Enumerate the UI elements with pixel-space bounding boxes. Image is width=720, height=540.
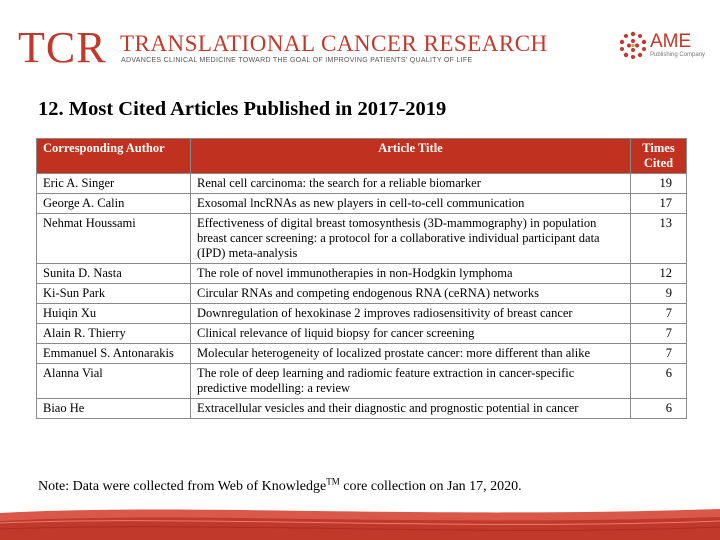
cell-title: Clinical relevance of liquid biopsy for cancer screening: [191, 324, 631, 344]
table-row: [37, 194, 687, 214]
cell-cited: 19: [631, 174, 687, 194]
cell-author: Nehmat Houssami: [37, 214, 191, 264]
table-row: [37, 324, 687, 344]
header-author: Corresponding Author: [37, 139, 191, 174]
header-title: Article Title: [191, 139, 631, 174]
table-row: [37, 174, 687, 194]
cell-author: Emmanuel S. Antonarakis: [37, 344, 191, 364]
note-text-end: core collection on Jan 17, 2020.: [339, 479, 522, 494]
table-header-row: [37, 139, 687, 174]
table-row: [37, 214, 687, 264]
header-cited: Times Cited: [631, 139, 687, 174]
journal-name: TRANSLATIONAL CANCER RESEARCH: [120, 31, 548, 56]
slide-title: 12. Most Cited Articles Published in 2017-2019: [38, 98, 447, 120]
cell-author: Ki-Sun Park: [37, 284, 191, 304]
cell-cited: 7: [631, 324, 687, 344]
cell-author: Sunita D. Nasta: [37, 264, 191, 284]
cell-cited: 13: [631, 214, 687, 264]
table-row: [37, 399, 687, 419]
table-row: [37, 364, 687, 399]
cell-title: The role of novel immunotherapies in non-Hodgkin lymphoma: [191, 264, 631, 284]
ame-logo: [618, 28, 708, 68]
journal-tagline: ADVANCES CLINICAL MEDICINE TOWARD THE GOAL OF IMPROVING PATIENTS' QUALITY OF LIFE: [121, 57, 473, 64]
citations-table: [36, 138, 687, 419]
cell-cited: 17: [631, 194, 687, 214]
cell-author: George A. Calin: [37, 194, 191, 214]
cell-title: Renal cell carcinoma: the search for a reliable biomarker: [191, 174, 631, 194]
publisher-name: AME: [650, 31, 692, 52]
cell-cited: 12: [631, 264, 687, 284]
cell-author: Alanna Vial: [37, 364, 191, 399]
cell-author: Eric A. Singer: [37, 174, 191, 194]
cell-title: Downregulation of hexokinase 2 improves radiosensitivity of breast cancer: [191, 304, 631, 324]
cell-cited: 6: [631, 399, 687, 419]
tcr-logo: TCR: [18, 23, 107, 72]
cell-cited: 7: [631, 344, 687, 364]
table-row: [37, 284, 687, 304]
cell-title: The role of deep learning and radiomic feature extraction in cancer-specific predictive modelling: a review: [191, 364, 631, 399]
cell-title: Molecular heterogeneity of localized prostate cancer: more different than alike: [191, 344, 631, 364]
cell-title: Circular RNAs and competing endogenous RNA (ceRNA) networks: [191, 284, 631, 304]
cell-cited: 9: [631, 284, 687, 304]
cell-author: Alain R. Thierry: [37, 324, 191, 344]
note-text: Note: Data were collected from Web of Knowledge: [38, 479, 327, 494]
ame-dots-icon: [618, 30, 648, 60]
table-row: [37, 264, 687, 284]
publisher-sub: Publishing Company: [650, 52, 706, 58]
trademark-sup: TM: [326, 476, 340, 487]
table-row: [37, 344, 687, 364]
cell-title: Extracellular vesicles and their diagnostic and prognostic potential in cancer: [191, 399, 631, 419]
cell-author: Biao He: [37, 399, 191, 419]
cell-title: Exosomal lncRNAs as new players in cell-to-cell communication: [191, 194, 631, 214]
data-note: [38, 478, 522, 496]
slide-header: [0, 0, 720, 80]
cell-title: Effectiveness of digital breast tomosynthesis (3D-mammography) in population breast cancer screening: a protocol for a collaborative individual participant data (IPD) meta-analysis: [191, 214, 631, 264]
cell-cited: 6: [631, 364, 687, 399]
footer-wave-band: [0, 505, 720, 540]
cell-cited: 7: [631, 304, 687, 324]
cell-author: Huiqin Xu: [37, 304, 191, 324]
table-row: [37, 304, 687, 324]
